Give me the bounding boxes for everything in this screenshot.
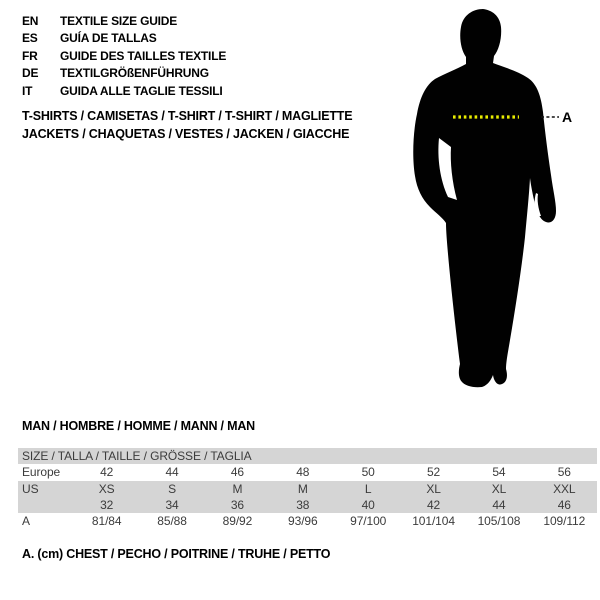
table-cell: 93/96 [288,514,318,528]
table-cell: 50 [361,465,375,479]
table-cell: 36 [230,498,245,512]
language-row [22,30,226,47]
table-cell: 85/88 [157,514,187,528]
table-cell: 56 [557,465,571,479]
table-cell: XS [98,482,115,496]
table-cell: S [168,482,177,496]
language-code: DE [22,66,39,81]
man-silhouette-body [413,9,556,387]
language-list [22,13,226,100]
table-cell: L [364,482,372,496]
table-cell: 32 [100,498,114,512]
language-row [22,48,226,65]
language-row [22,13,226,30]
language-row [22,83,226,100]
language-label: GUÍA DE TALLAS [60,31,157,46]
row-label: US [22,482,39,496]
language-code: ES [22,31,38,46]
table-cell: 52 [426,465,441,479]
language-label: TEXTILE SIZE GUIDE [60,14,178,28]
table-cell: 42 [100,465,114,479]
row-label: Europe [22,465,61,479]
category-line-tshirts: T-SHIRTS / CAMISETAS / T-SHIRT / T-SHIRT / MAGLIETTE [22,109,353,123]
table-cell: 89/92 [222,514,253,528]
measure-label-a: A [562,109,573,125]
category-list [22,107,352,143]
table-cell: 44 [492,498,506,512]
table-cell: M [297,482,308,496]
table-cell: XL [426,482,441,496]
table-cell: 97/100 [350,514,387,528]
table-cell: 46 [230,465,245,479]
table-cell: 109/112 [543,514,586,528]
table-cell: 105/108 [477,514,521,528]
table-cell: 81/84 [91,514,122,528]
table-cell: M [232,482,243,496]
language-code: IT [22,83,33,98]
row-label [18,497,74,513]
section-title-man: MAN / HOMBRE / HOMME / MANN / MAN [22,419,255,433]
size-table-header: SIZE / TALLA / TAILLE / GRÖSSE / TAGLIA [18,448,597,464]
size-table [18,448,597,530]
language-label: GUIDE DES TAILLES TEXTILE [60,48,227,63]
table-row-us-letter [18,481,597,497]
table-cell: XXL [553,482,576,496]
table-row-europe [18,464,597,481]
table-row-chest-a [18,513,597,530]
row-label: A [22,514,30,528]
language-label: TEXTILGRÖßENFÜHRUNG [60,66,209,81]
language-row [22,65,226,82]
table-cell: 101/104 [412,514,455,528]
language-code: FR [22,48,38,63]
figure-panel [395,0,600,415]
language-label: GUIDA ALLE TAGLIE TESSILI [60,83,223,98]
table-cell: 42 [426,498,441,512]
table-cell: 44 [165,465,179,479]
table-cell: 38 [296,498,310,512]
man-silhouette [395,0,600,415]
table-row-us-numeric [18,497,597,513]
table-cell: 40 [361,498,375,512]
table-cell: 54 [492,465,506,479]
measurement-footnote: A. (cm) CHEST / PECHO / POITRINE / TRUHE / PETTO [22,547,331,561]
language-code: EN [22,14,39,28]
table-cell: XL [491,482,507,496]
table-cell: 46 [557,498,571,512]
table-cell: 48 [296,465,310,479]
category-line-jackets: JACKETS / CHAQUETAS / VESTES / JACKEN / GIACCHE [22,127,350,141]
table-cell: 34 [165,498,179,512]
